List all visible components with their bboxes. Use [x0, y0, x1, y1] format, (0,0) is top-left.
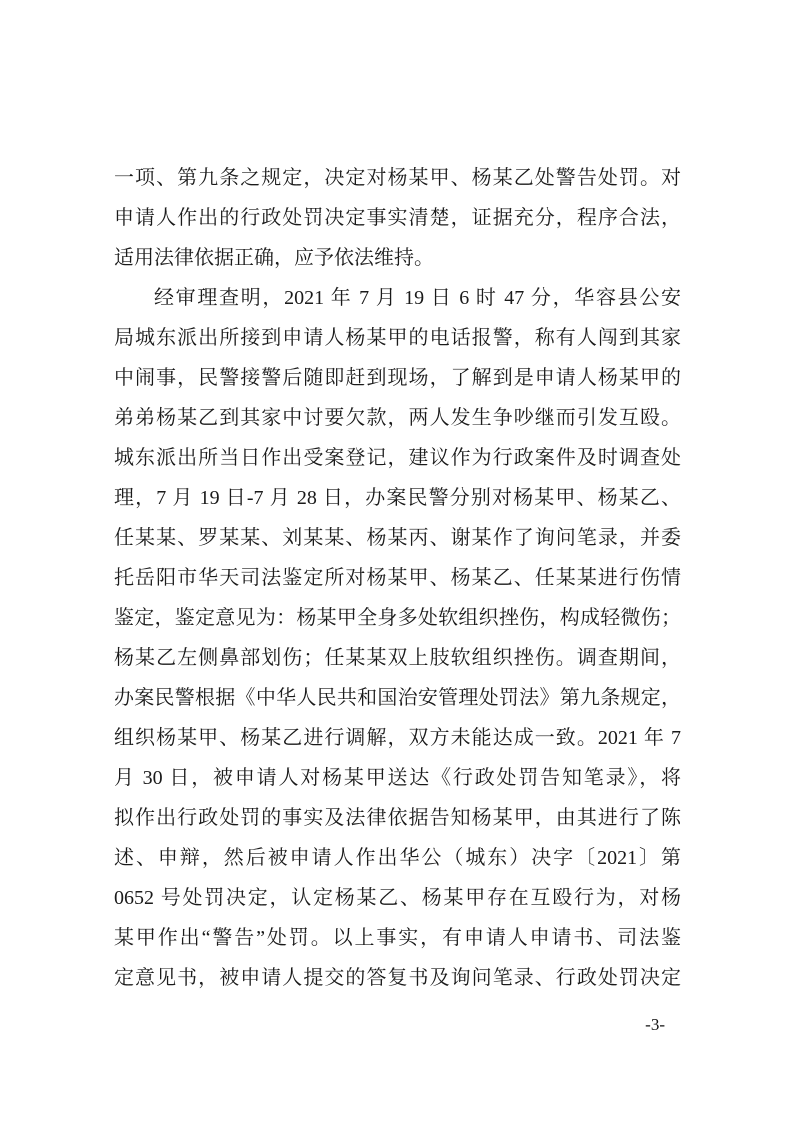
document-line: 定意见书，被申请人提交的答复书及询问笔录、行政处罚决定 — [114, 967, 681, 989]
document-text-block — [114, 158, 681, 998]
document-line: 杨某乙左侧鼻部划伤；任某某双上肢软组织挫伤。调查期间， — [114, 647, 681, 669]
document-line: 适用法律依据正确，应予依法维持。 — [114, 247, 434, 269]
document-line: 城东派出所当日作出受案登记，建议作为行政案件及时调查处 — [114, 447, 681, 469]
page-number: -3- — [645, 1015, 665, 1034]
document-line: 组织杨某甲、杨某乙进行调解，双方未能达成一致。2021 年 7 — [114, 727, 681, 749]
document-line: 述、申辩，然后被申请人作出华公（城东）决字〔2021〕第 — [114, 847, 681, 869]
document-line: 局城东派出所接到申请人杨某甲的电话报警，称有人闯到其家 — [114, 327, 681, 349]
document-line: 鉴定，鉴定意见为：杨某甲全身多处软组织挫伤，构成轻微伤； — [114, 607, 681, 629]
document-line: 经审理查明，2021 年 7 月 19 日 6 时 47 分，华容县公安 — [154, 287, 681, 309]
document-line: 理，7 月 19 日-7 月 28 日，办案民警分别对杨某甲、杨某乙、 — [114, 487, 681, 509]
document-line: 某甲作出“警告”处罚。以上事实，有申请人申请书、司法鉴 — [114, 927, 681, 949]
document-line: 托岳阳市华天司法鉴定所对杨某甲、杨某乙、任某某进行伤情 — [114, 567, 681, 589]
document-line: 0652 号处罚决定，认定杨某乙、杨某甲存在互殴行为，对杨 — [114, 887, 681, 909]
document-line: 弟弟杨某乙到其家中讨要欠款，两人发生争吵继而引发互殴。 — [114, 407, 681, 429]
document-line: 申请人作出的行政处罚决定事实清楚，证据充分，程序合法， — [114, 207, 681, 229]
document-line: 中闹事，民警接警后随即赶到现场，了解到是申请人杨某甲的 — [114, 367, 681, 389]
document-line: 办案民警根据《中华人民共和国治安管理处罚法》第九条规定， — [114, 687, 681, 709]
document-line: 月 30 日，被申请人对杨某甲送达《行政处罚告知笔录》，将 — [114, 767, 681, 789]
document-line: 任某某、罗某某、刘某某、杨某丙、谢某作了询问笔录，并委 — [114, 527, 681, 549]
document-line: 拟作出行政处罚的事实及法律依据告知杨某甲，由其进行了陈 — [114, 807, 681, 829]
document-line: 一项、第九条之规定，决定对杨某甲、杨某乙处警告处罚。对 — [114, 167, 681, 189]
